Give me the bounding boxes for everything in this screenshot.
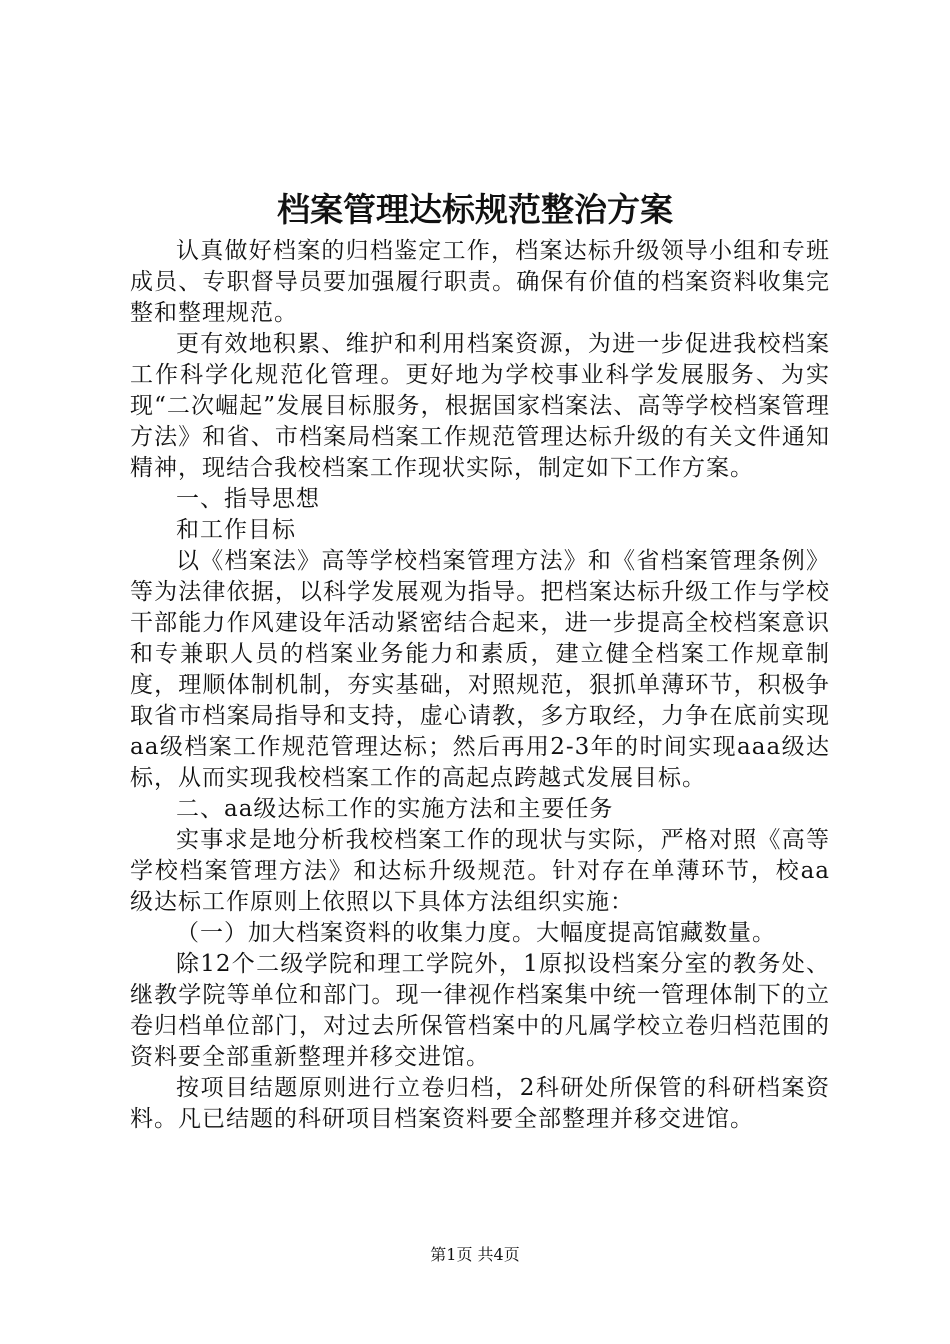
page-number-footer: 第1页 共4页 bbox=[430, 1245, 520, 1264]
paragraph: 认真做好档案的归档鉴定工作，档案达标升级领导小组和专班成员、专职督导员要加强履行职责。确保有价值的档案资料收集完整和整理规范。 bbox=[130, 238, 830, 326]
section-heading: 二、aa级达标工作的实施方法和主要任务 bbox=[176, 796, 614, 822]
subsection-heading: （一）加大档案资料的收集力度。大幅度提高馆藏数量。 bbox=[176, 920, 776, 946]
paragraph: 按项目结题原则进行立卷归档，2科研处所保管的科研档案资料。凡已结题的科研项目档案资料要全部整理并移交进馆。 bbox=[130, 1075, 830, 1132]
paragraph: 除12个二级学院和理工学院外，1原拟设档案分室的教务处、继教学院等单位和部门。现一律视作档案集中统一管理体制下的立卷归档单位部门，对过去所保管档案中的凡属学校立卷归档范围的资料要全部重新整理并移交进馆。 bbox=[130, 951, 830, 1070]
document-body bbox=[130, 236, 830, 1135]
section-heading: 一、指导思想 bbox=[176, 486, 320, 512]
section-heading: 和工作目标 bbox=[176, 517, 296, 543]
paragraph: 更有效地积累、维护和利用档案资源，为进一步促进我校档案工作科学化规范化管理。更好地为学校事业科学发展服务、为实现“二次崛起”发展目标服务，根据国家档案法、高等学校档案管理方法》和省、市档案局档案工作规范管理达标升级的有关文件通知精神，现结合我校档案工作现状实际，制定如下工作方案。 bbox=[130, 331, 830, 481]
paragraph: 以《档案法》高等学校档案管理方法》和《省档案管理条例》等为法律依据，以科学发展观为指导。把档案达标升级工作与学校干部能力作风建设年活动紧密结合起来，进一步提高全校档案意识和专兼职人员的档案业务能力和素质，建立健全档案工作规章制度，理顺体制机制，夯实基础，对照规范，狠抓单薄环节，积极争取省市档案局指导和支持，虚心请教，多方取经，力争在底前实现aa级档案工作规范管理达标；然后再用2-3年的时间实现aaa级达标，从而实现我校档案工作的高起点跨越式发展目标。 bbox=[130, 548, 830, 791]
document-title: 档案管理达标规范整治方案 bbox=[277, 190, 673, 229]
paragraph: 实事求是地分析我校档案工作的现状与实际，严格对照《高等学校档案管理方法》和达标升级规范。针对存在单薄环节，校aa级达标工作原则上依照以下具体方法组织实施： bbox=[130, 827, 830, 915]
